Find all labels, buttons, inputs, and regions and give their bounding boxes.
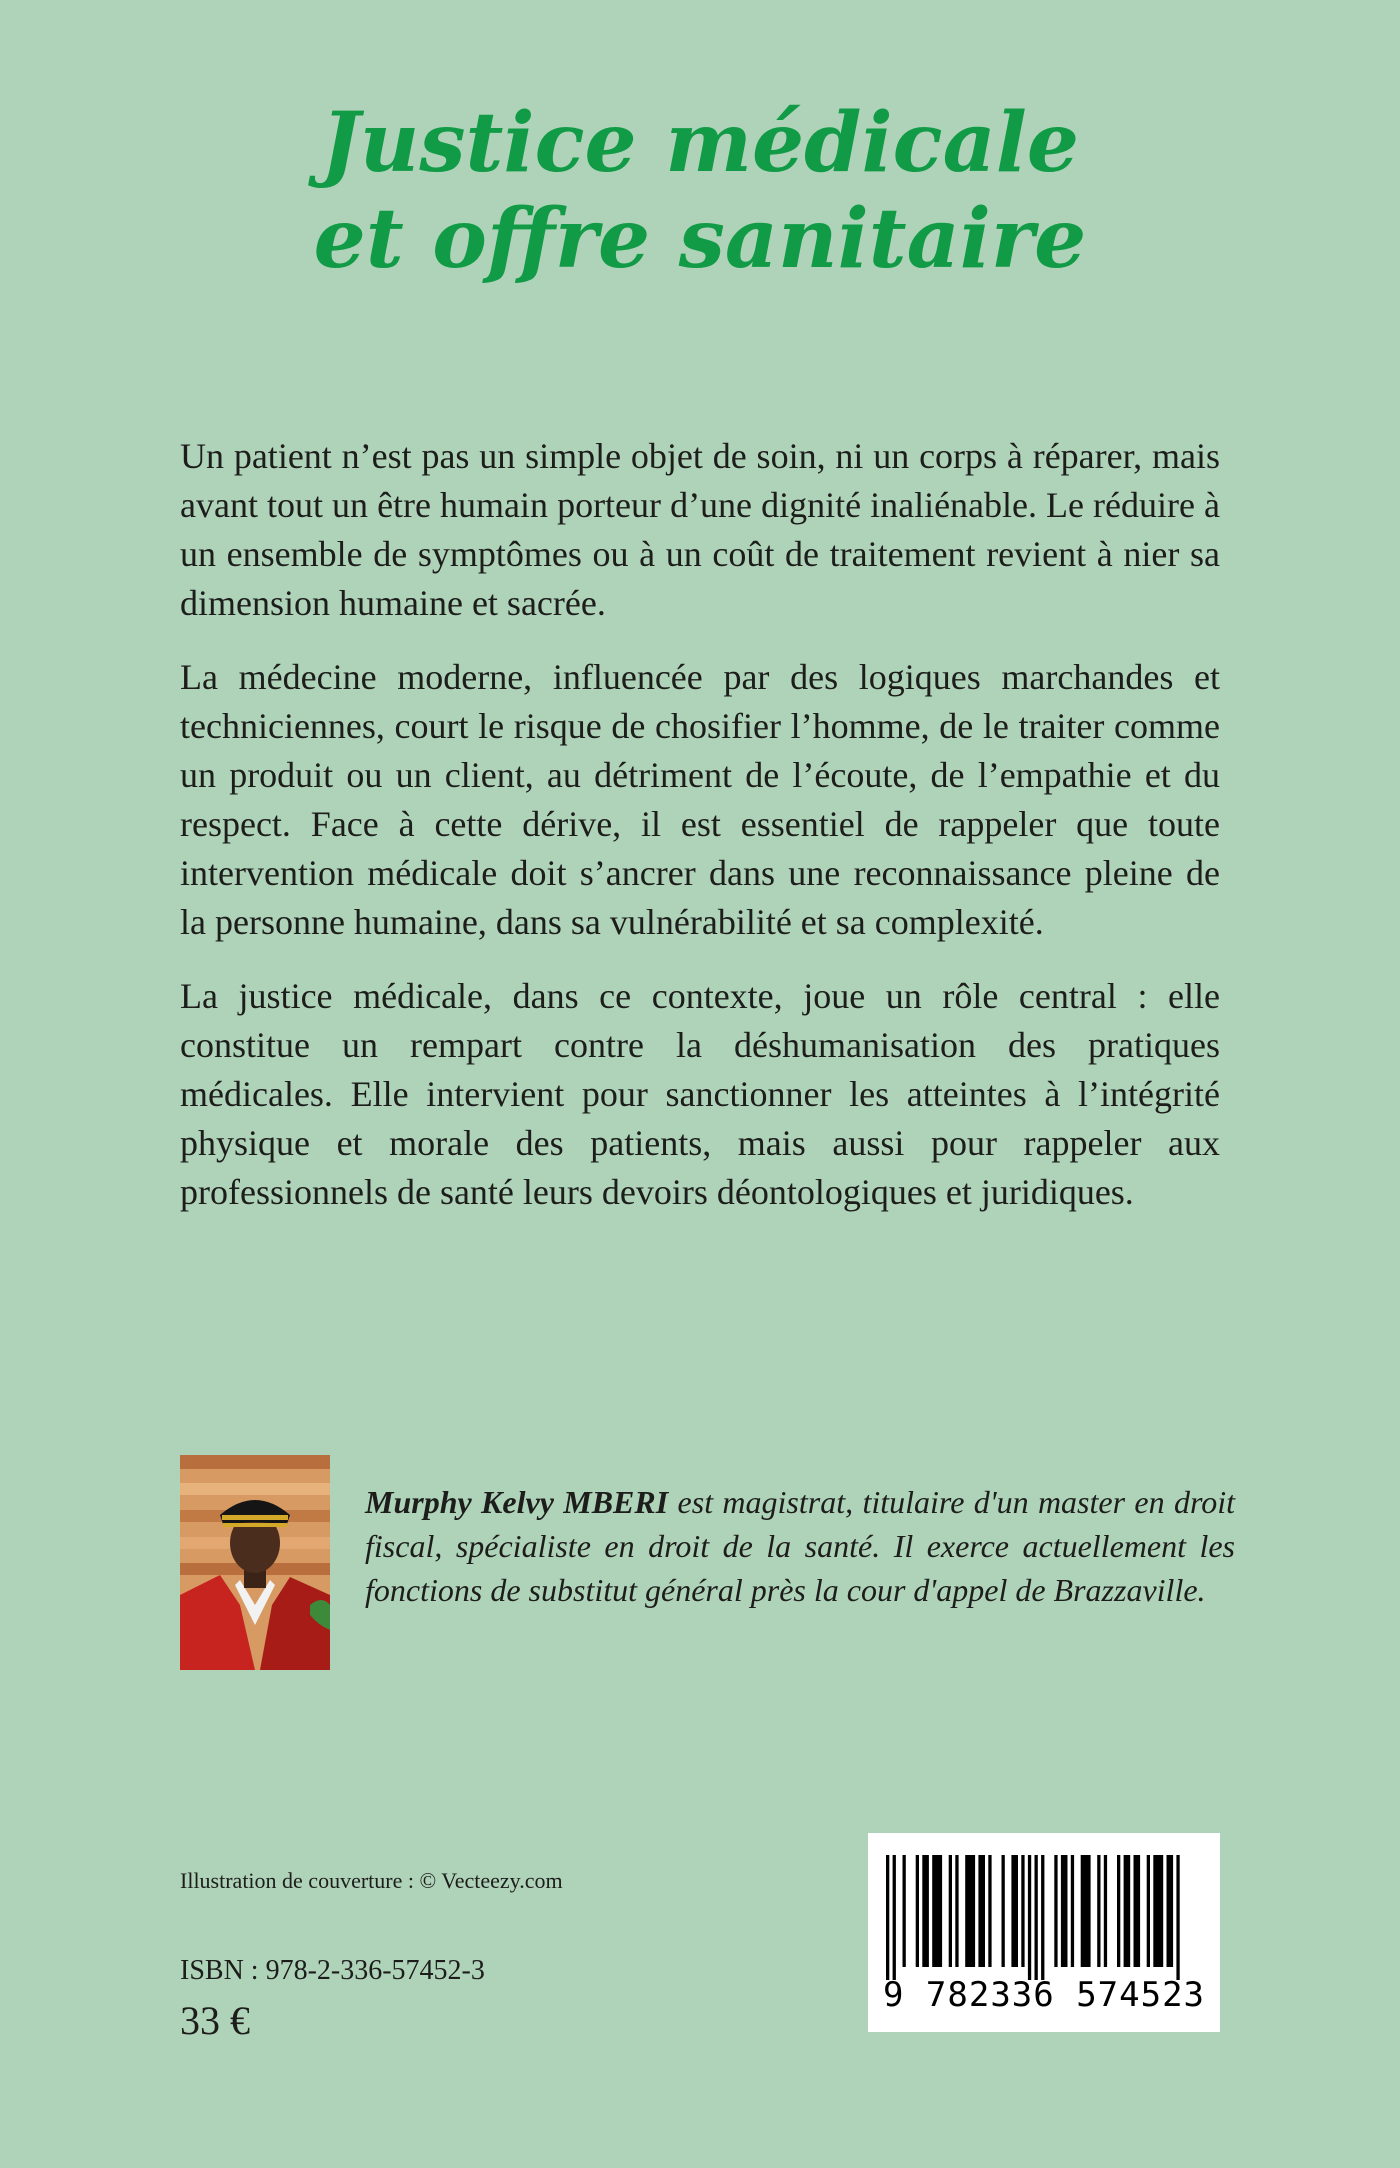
barcode-bar: [1035, 1855, 1038, 1980]
blurb-paragraph-3: La justice médicale, dans ce contexte, joue un rôle central : elle constitue un rempart contre la déshumanisation des pratiques médicales. Elle intervient pour sanctionner les atteintes à l’intégrité physique et morale des patients, mais aussi pour rappeler aux professionnels de santé leurs devoirs déontologiques et juridiques.: [180, 976, 1220, 1212]
barcode-bar: [893, 1855, 896, 1980]
book-title: [0, 95, 1400, 287]
barcode-bar: [932, 1855, 942, 1967]
barcode-bar: [916, 1855, 919, 1967]
blurb-paragraph-1: Un patient n’est pas un simple objet de soin, ni un corps à réparer, mais avant tout un être humain porteur d’une dignité inaliénable. Le réduire à un ensemble de symptômes ou à un coût de traitement revient à nier sa dimension humaine et sacrée.: [180, 436, 1220, 623]
barcode-bar: [1061, 1855, 1068, 1967]
author-name: Murphy Kelvy MBERI: [365, 1484, 669, 1520]
barcode-bar: [1071, 1855, 1074, 1967]
barcode-bar: [886, 1855, 889, 1980]
barcode-bar: [949, 1855, 952, 1967]
barcode-bar: [1134, 1855, 1141, 1967]
isbn-barcode: [868, 1833, 1220, 2032]
back-cover-blurb: [180, 432, 1220, 1242]
barcode-bar: [965, 1855, 975, 1967]
barcode-bar: [1104, 1855, 1107, 1967]
blurb-paragraph-2: La médecine moderne, influencée par des logiques marchandes et techniciennes, court le risque de chosifier l’homme, de le traiter comme un produit ou un client, au détriment de l’écoute, de l’empathie et du respect. Face à cette dérive, il est essentiel de rappeler que toute intervention médicale doit s’ancrer dans une reconnaissance pleine de la personne humaine, dans sa vulnérabilité et sa complexité.: [180, 657, 1220, 942]
book-title-line-2: et offre sanitaire: [313, 191, 1087, 287]
author-bio: [365, 1480, 1235, 1612]
cover-illustration-credit: Illustration de couverture : © Vecteezy.com: [180, 1868, 563, 1893]
barcode-digits: 9 782336 574523: [882, 1975, 1206, 2015]
barcode-bar: [955, 1855, 958, 1967]
barcode-bar: [1041, 1855, 1044, 1980]
book-title-line-1: Justice médicale: [320, 95, 1080, 191]
barcode-bar: [1124, 1855, 1131, 1967]
barcode-bar: [903, 1855, 906, 1967]
barcode-bar: [1117, 1855, 1120, 1967]
author-photo: [180, 1455, 330, 1670]
barcode-bar: [978, 1855, 985, 1967]
barcode-bar: [1054, 1855, 1057, 1967]
isbn-number: ISBN : 978-2-336-57452-3: [180, 1955, 485, 1986]
barcode-bar: [1028, 1855, 1031, 1980]
barcode-bar: [1097, 1855, 1100, 1967]
barcode-bar: [1153, 1855, 1163, 1967]
barcode-bar: [1167, 1855, 1174, 1967]
barcode-bar: [1147, 1855, 1150, 1967]
barcode-bars: [878, 1855, 1210, 1980]
barcode-bar: [1021, 1855, 1024, 1967]
barcode-bar: [922, 1855, 929, 1967]
book-price: 33 €: [180, 1998, 250, 2043]
barcode-bar: [1081, 1855, 1091, 1967]
author-bio-text: est magistrat, titulaire d'un master en droit fiscal, spécialiste en droit de la santé. Il exerce actuellement les fonctions de substitut général près la cour d'appel de Brazzaville.: [365, 1484, 1236, 1608]
barcode-bar: [1011, 1855, 1018, 1967]
barcode-bar: [1002, 1855, 1005, 1967]
barcode-bar: [1176, 1855, 1179, 1980]
barcode-bar: [988, 1855, 991, 1967]
